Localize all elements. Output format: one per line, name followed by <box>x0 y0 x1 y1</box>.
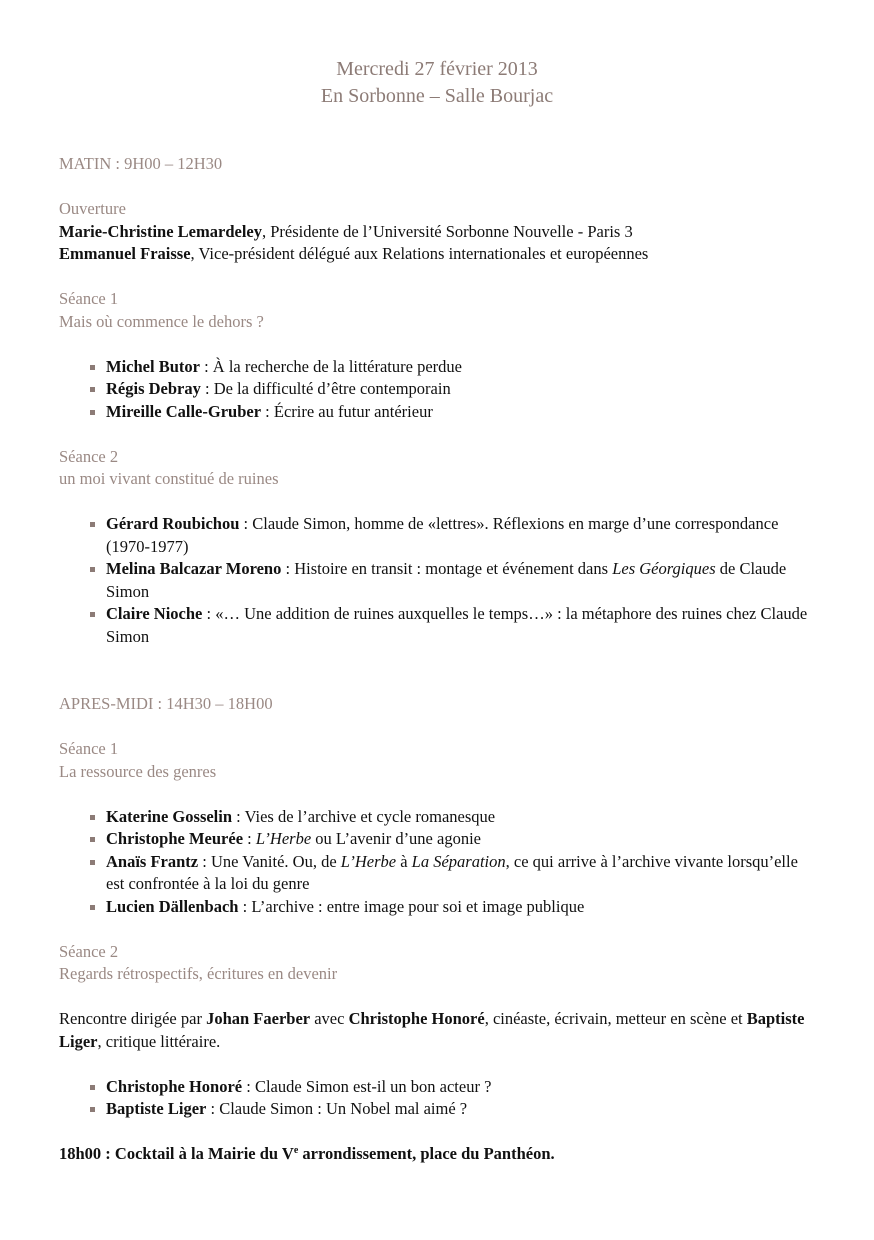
talk-title: : Claude Simon est-il un bon acteur ? <box>242 1076 492 1096</box>
talk-item <box>59 401 819 424</box>
talk-speaker: Christophe Honoré <box>106 1076 243 1096</box>
talk-speaker: Lucien Dällenbach <box>106 896 239 916</box>
program-content <box>59 153 819 1166</box>
bullet-icon <box>90 567 95 572</box>
closing-cocktail <box>59 1143 819 1166</box>
event-date: Mercredi 27 février 2013 <box>336 58 538 80</box>
talk-speaker: Michel Butor <box>106 356 200 376</box>
talk-speaker: Mireille Calle-Gruber <box>106 401 262 421</box>
bullet-icon <box>90 860 95 865</box>
talk-speaker: Claire Nioche <box>106 604 203 623</box>
morning-session-2-talks <box>59 513 819 648</box>
talk-title: : De la difficulté d’être contemporain <box>200 379 451 398</box>
talk-title: : L’archive : entre image pour soi et image publique <box>238 896 585 916</box>
bullet-icon <box>90 522 95 527</box>
talk-title-italic: L’Herbe <box>340 851 397 871</box>
talk-item <box>59 1098 819 1121</box>
afternoon-session-1-title: La ressource des genres <box>59 761 217 781</box>
bullet-icon <box>90 837 95 842</box>
closing-text: 18h00 : Cocktail à la Mairie du V <box>59 1144 294 1163</box>
intro-text: Rencontre dirigée par <box>59 1009 207 1028</box>
afternoon-session-2-title: Regards rétrospectifs, écritures en devenir <box>59 964 338 983</box>
morning-session-1-label: Séance 1 <box>59 289 119 308</box>
afternoon-session-1-talks <box>59 806 819 919</box>
talk-title: : À la recherche de la littérature perdue <box>199 356 462 376</box>
speaker-role: , Présidente de l’Université Sorbonne Nouvelle - Paris 3 <box>261 221 633 241</box>
talk-speaker: Melina Balcazar Moreno <box>106 559 282 578</box>
talk-speaker: Baptiste Liger <box>106 1099 207 1118</box>
opening-label: Ouverture <box>59 199 126 218</box>
talk-item <box>59 806 819 829</box>
bullet-icon <box>90 1085 95 1090</box>
morning-session-1-title: Mais où commence le dehors ? <box>59 311 264 331</box>
talk-speaker: Katerine Gosselin <box>106 806 233 826</box>
opening-speaker-2 <box>59 243 819 266</box>
talk-title: , ce qui arrive à l’archive vivante lorsqu’elle est confrontée à la loi du genre <box>106 851 798 893</box>
speaker-role: , Vice-président délégué aux Relations internationales et européennes <box>190 244 649 263</box>
bullet-icon <box>90 410 95 415</box>
closing-text: arrondissement, place du Panthéon. <box>298 1144 555 1163</box>
talk-speaker: Régis Debray <box>106 379 201 398</box>
afternoon-session-2-label: Séance 2 <box>59 941 119 961</box>
talk-title: : Écrire au futur antérieur <box>261 401 433 421</box>
closing-superscript: e <box>293 1145 299 1156</box>
talk-item <box>59 1076 819 1099</box>
roundtable-intro <box>59 1008 819 1053</box>
bullet-icon <box>90 905 95 910</box>
talk-item <box>59 513 819 558</box>
bullet-icon <box>90 1107 95 1112</box>
talk-item <box>59 851 819 896</box>
afternoon-session-2-talks <box>59 1076 819 1121</box>
talk-title: : Histoire en transit : montage et événement dans <box>281 559 613 578</box>
talk-item <box>59 603 819 648</box>
bullet-icon <box>90 365 95 370</box>
morning-heading: MATIN : 9H00 – 12H30 <box>59 154 223 173</box>
intro-text: , critique littéraire. <box>97 1031 221 1051</box>
opening-speaker-1 <box>59 221 819 244</box>
talk-title-italic: La Séparation <box>411 851 506 871</box>
intro-name: Baptiste Liger <box>59 1009 805 1051</box>
afternoon-session-1-label: Séance 1 <box>59 739 119 758</box>
intro-text: , cinéaste, écrivain, metteur en scène et <box>484 1009 747 1028</box>
intro-text: avec <box>310 1009 349 1028</box>
speaker-name: Emmanuel Fraisse <box>59 244 191 263</box>
morning-session-2-label: Séance 2 <box>59 446 119 466</box>
morning-session-1-talks <box>59 356 819 424</box>
speaker-name: Marie-Christine Lemardeley <box>59 221 262 241</box>
talk-title: de Claude Simon <box>106 559 787 601</box>
talk-title: : «… Une addition de ruines auxquelles le temps…» : la métaphore des ruines chez Claude Simon <box>106 604 808 646</box>
talk-title: : Claude Simon, homme de «lettres». Réflexions en marge d’une correspondance (1970-1977) <box>106 514 779 556</box>
talk-speaker: Christophe Meurée <box>106 829 244 848</box>
event-location: En Sorbonne – Salle Bourjac <box>320 85 554 107</box>
bullet-icon <box>90 387 95 392</box>
talk-title: ou L’avenir d’une agonie <box>311 829 481 848</box>
talk-item <box>59 828 819 851</box>
talk-title: : Vies de l’archive et cycle romanesque <box>232 806 496 826</box>
bullet-icon <box>90 612 95 617</box>
talk-title: à <box>396 851 412 871</box>
intro-name: Johan Faerber <box>206 1009 311 1028</box>
talk-title: : <box>243 829 256 848</box>
morning-session-2-title: un moi vivant constitué de ruines <box>59 469 279 488</box>
talk-speaker: Anaïs Frantz <box>106 851 199 871</box>
talk-item <box>59 356 819 379</box>
afternoon-heading: APRES-MIDI : 14H30 – 18H00 <box>59 694 273 713</box>
talk-item <box>59 558 819 603</box>
talk-title-italic: L’Herbe <box>255 829 312 848</box>
talk-title: : Une Vanité. Ou, de <box>198 851 341 871</box>
event-header <box>0 56 874 110</box>
talk-title-italic: Les Géorgiques <box>612 559 716 578</box>
bullet-icon <box>90 815 95 820</box>
talk-item <box>59 378 819 401</box>
talk-item <box>59 896 819 919</box>
talk-title: : Claude Simon : Un Nobel mal aimé ? <box>206 1099 468 1118</box>
intro-name: Christophe Honoré <box>348 1009 485 1028</box>
talk-speaker: Gérard Roubichou <box>106 514 240 533</box>
